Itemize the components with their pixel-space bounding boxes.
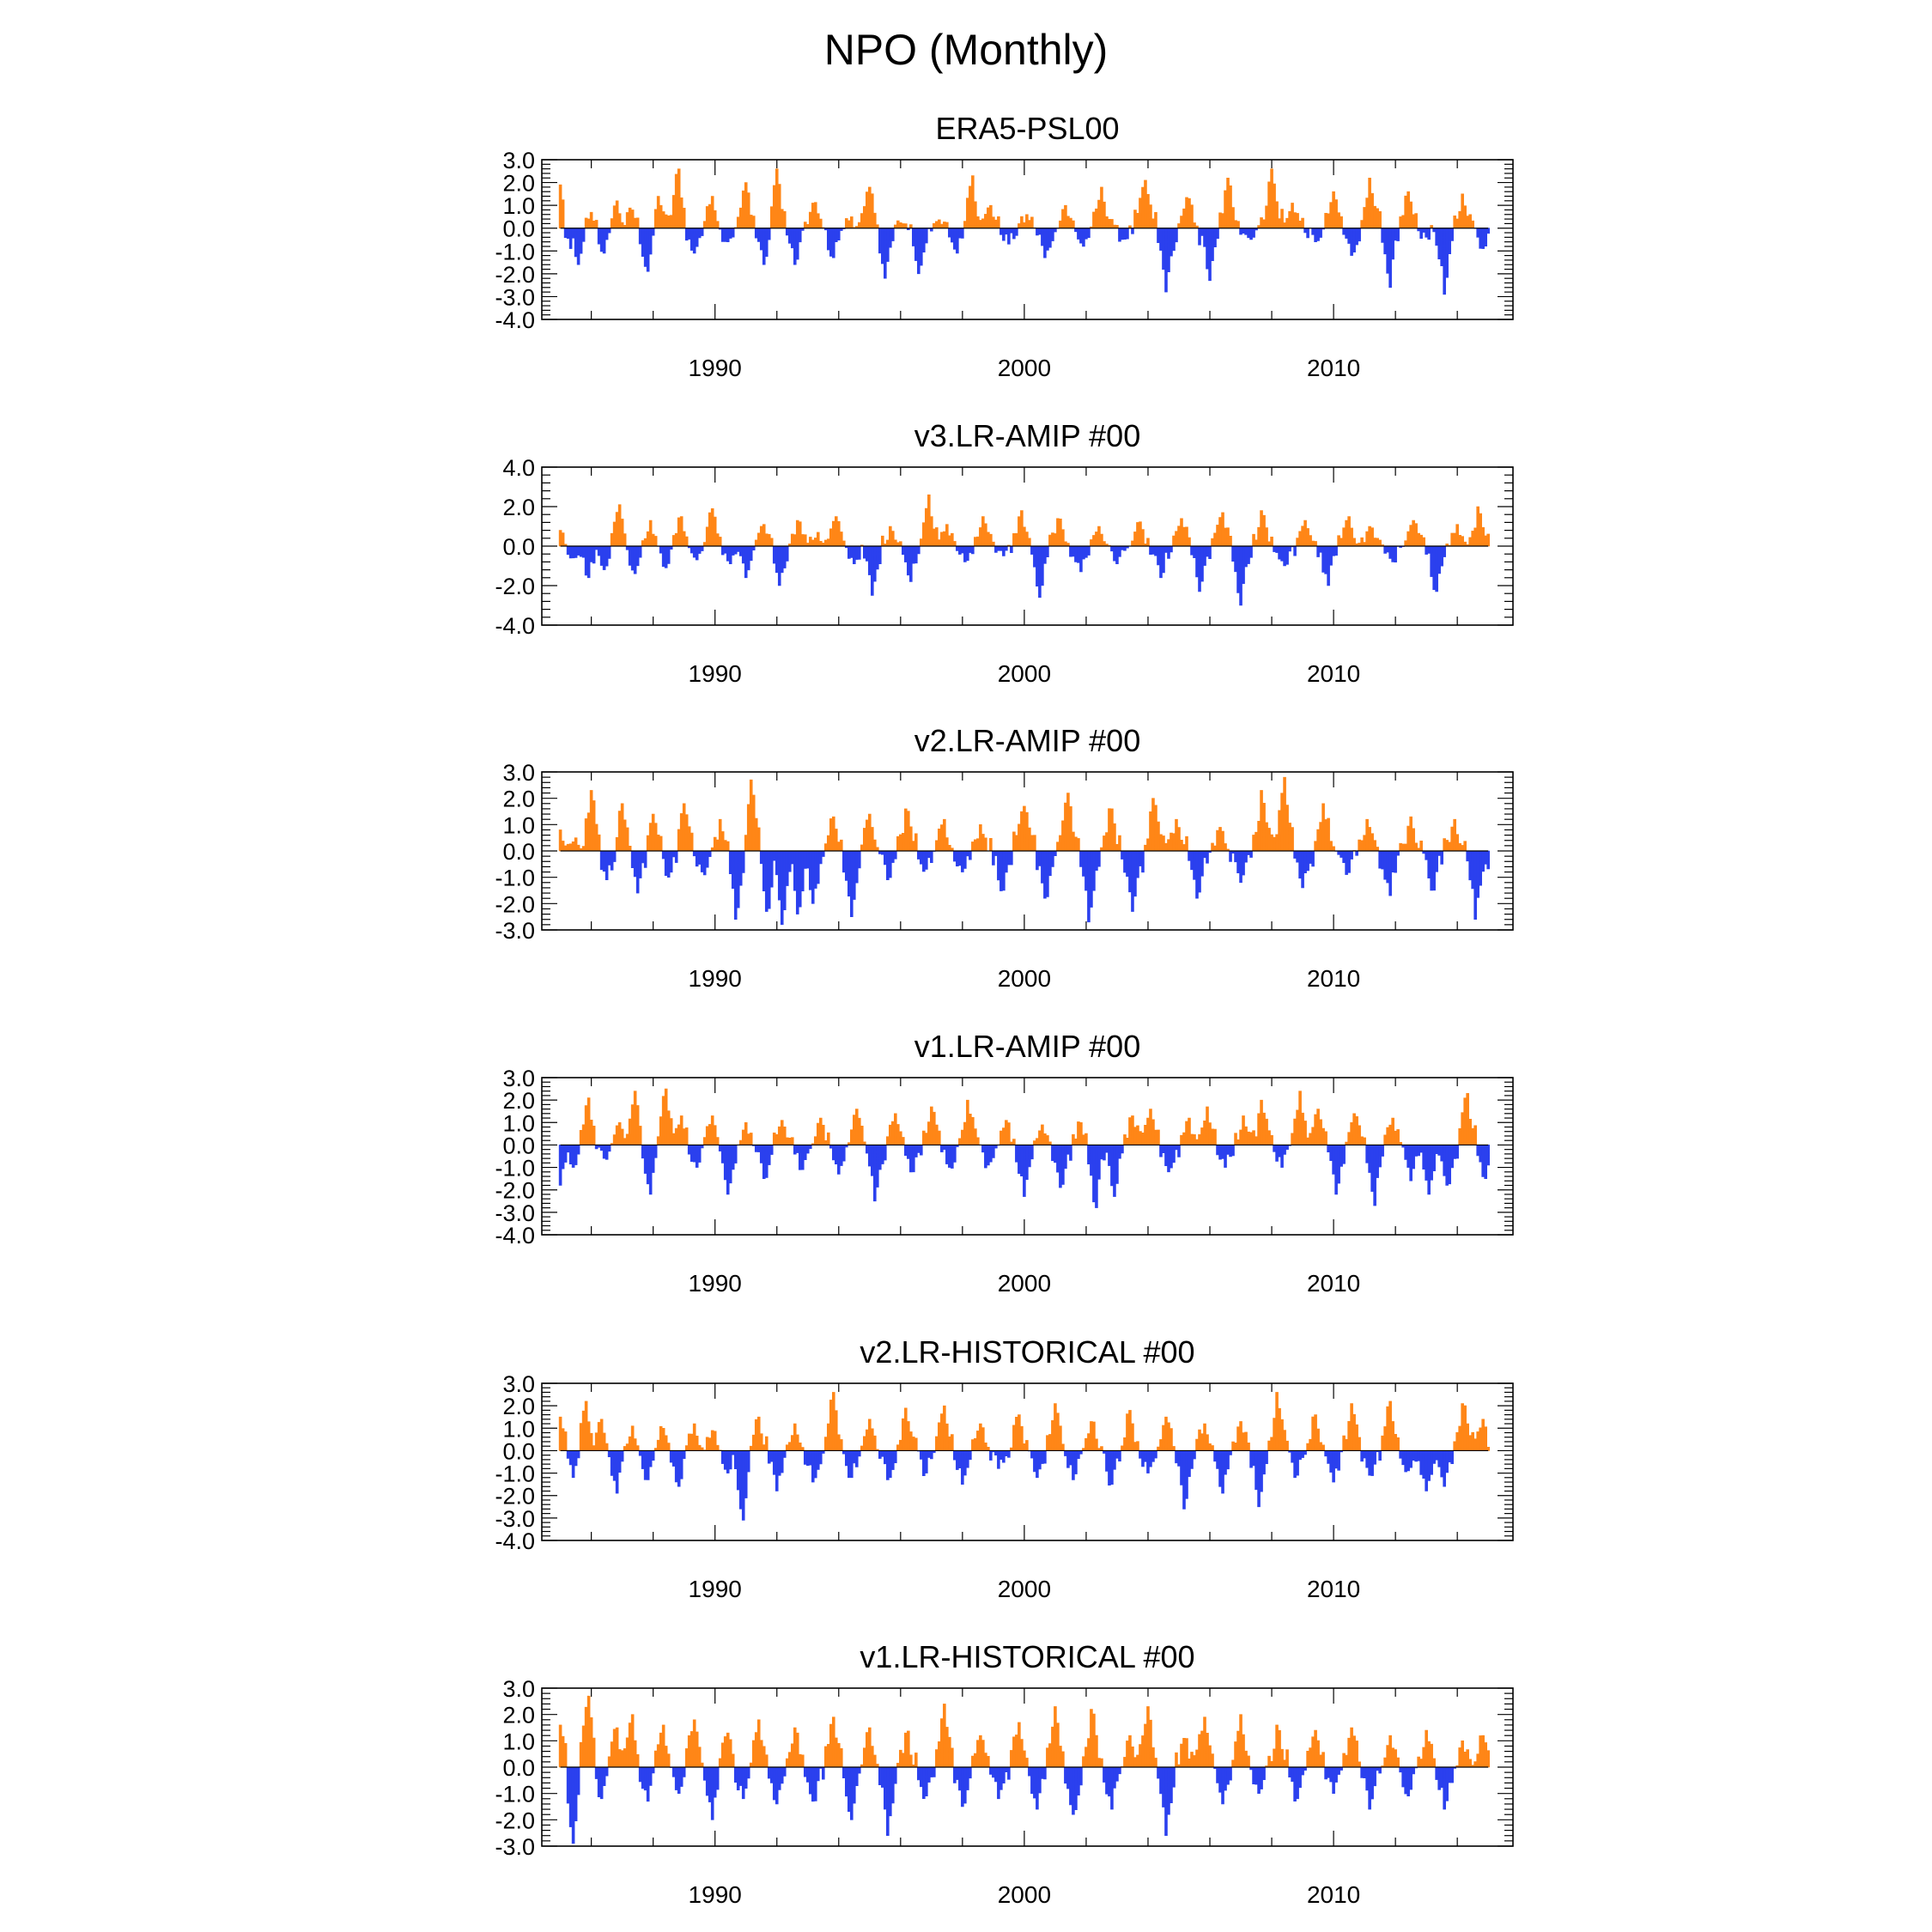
x-tick-label: 1990 bbox=[688, 1881, 742, 1908]
y-tick-label: -1.0 bbox=[495, 865, 535, 891]
y-tick-label: -2.0 bbox=[495, 261, 535, 288]
y-tick-label: -2.0 bbox=[495, 574, 535, 599]
positive-area bbox=[559, 1696, 1490, 1767]
y-tick-label: 1.0 bbox=[502, 1110, 535, 1137]
y-tick-label: 3.0 bbox=[502, 1066, 535, 1091]
x-tick-label: 2010 bbox=[1306, 355, 1361, 381]
y-tick-label: 0.0 bbox=[502, 839, 535, 865]
panel-title: v2.LR-AMIP #00 bbox=[914, 723, 1141, 758]
panel-title: ERA5-PSL00 bbox=[935, 111, 1120, 146]
negative-area bbox=[564, 228, 1490, 295]
y-tick-label: -4.0 bbox=[495, 307, 535, 333]
positive-area bbox=[559, 777, 1467, 851]
y-tick-label: -3.0 bbox=[495, 284, 535, 311]
x-tick-label: 2010 bbox=[1306, 1576, 1361, 1602]
y-tick-label: 0.0 bbox=[502, 1755, 535, 1781]
x-tick-label: 1990 bbox=[688, 355, 742, 381]
negative-area bbox=[567, 546, 1446, 605]
y-tick-label: 2.0 bbox=[502, 1702, 535, 1728]
y-tick-label: 2.0 bbox=[502, 495, 535, 520]
y-tick-label: 2.0 bbox=[502, 1394, 535, 1420]
y-tick-label: -1.0 bbox=[495, 1155, 535, 1182]
x-tick-label: 1990 bbox=[688, 1576, 742, 1602]
y-tick-label: 4.0 bbox=[502, 455, 535, 481]
y-tick-label: -2.0 bbox=[495, 1483, 535, 1510]
y-tick-label: -3.0 bbox=[495, 1834, 535, 1860]
x-tick-label: 2010 bbox=[1306, 660, 1361, 687]
x-tick-label: 2000 bbox=[997, 355, 1052, 381]
y-tick-label: 1.0 bbox=[502, 193, 535, 220]
y-tick-label: 1.0 bbox=[502, 1728, 535, 1755]
positive-area bbox=[559, 495, 1490, 546]
y-tick-label: 3.0 bbox=[502, 148, 535, 173]
y-tick-label: -3.0 bbox=[495, 1505, 535, 1532]
panel-title: v1.LR-HISTORICAL #00 bbox=[860, 1639, 1195, 1674]
y-tick-label: -4.0 bbox=[495, 1223, 535, 1249]
y-tick-label: -3.0 bbox=[495, 1200, 535, 1226]
y-tick-label: 1.0 bbox=[502, 812, 535, 839]
y-tick-label: 1.0 bbox=[502, 1416, 535, 1443]
y-tick-label: 2.0 bbox=[502, 1088, 535, 1115]
x-tick-label: 2010 bbox=[1306, 1881, 1361, 1908]
x-tick-label: 2000 bbox=[997, 1576, 1052, 1602]
figure-title: NPO (Monthly) bbox=[823, 26, 1109, 74]
y-tick-label: 3.0 bbox=[502, 760, 535, 786]
x-tick-label: 2010 bbox=[1306, 965, 1361, 992]
y-tick-label: -2.0 bbox=[495, 891, 535, 918]
y-tick-label: 0.0 bbox=[502, 1438, 535, 1465]
y-tick-label: 3.0 bbox=[502, 1676, 535, 1702]
y-tick-label: -2.0 bbox=[495, 1177, 535, 1204]
positive-area bbox=[559, 169, 1474, 228]
y-tick-label: -2.0 bbox=[495, 1807, 535, 1834]
panel-title: v1.LR-AMIP #00 bbox=[914, 1029, 1141, 1064]
x-tick-label: 2000 bbox=[997, 1270, 1052, 1297]
positive-area bbox=[580, 1089, 1477, 1145]
positive-area bbox=[559, 1392, 1490, 1450]
x-tick-label: 2000 bbox=[997, 1881, 1052, 1908]
y-tick-label: 2.0 bbox=[502, 170, 535, 197]
y-tick-label: -4.0 bbox=[495, 1528, 535, 1554]
y-tick-label: -1.0 bbox=[495, 1461, 535, 1487]
negative-area bbox=[567, 1767, 1456, 1844]
x-tick-label: 1990 bbox=[688, 1270, 742, 1297]
x-tick-label: 2010 bbox=[1306, 1270, 1361, 1297]
y-tick-label: 2.0 bbox=[502, 786, 535, 812]
y-tick-label: -1.0 bbox=[495, 239, 535, 265]
y-tick-label: -4.0 bbox=[495, 613, 535, 639]
y-tick-label: 0.0 bbox=[502, 1133, 535, 1159]
y-tick-label: 0.0 bbox=[502, 534, 535, 560]
y-tick-label: 0.0 bbox=[502, 216, 535, 242]
x-tick-label: 2000 bbox=[997, 660, 1052, 687]
x-tick-label: 1990 bbox=[688, 965, 742, 992]
panel-title: v2.LR-HISTORICAL #00 bbox=[860, 1334, 1195, 1370]
y-tick-label: -1.0 bbox=[495, 1781, 535, 1807]
panel-title: v3.LR-AMIP #00 bbox=[914, 418, 1141, 453]
y-tick-label: 3.0 bbox=[502, 1371, 535, 1397]
negative-area bbox=[567, 1450, 1454, 1520]
negative-area bbox=[600, 851, 1490, 925]
negative-area bbox=[559, 1145, 1490, 1207]
x-tick-label: 2000 bbox=[997, 965, 1052, 992]
y-tick-label: -3.0 bbox=[495, 918, 535, 944]
x-tick-label: 1990 bbox=[688, 660, 742, 687]
